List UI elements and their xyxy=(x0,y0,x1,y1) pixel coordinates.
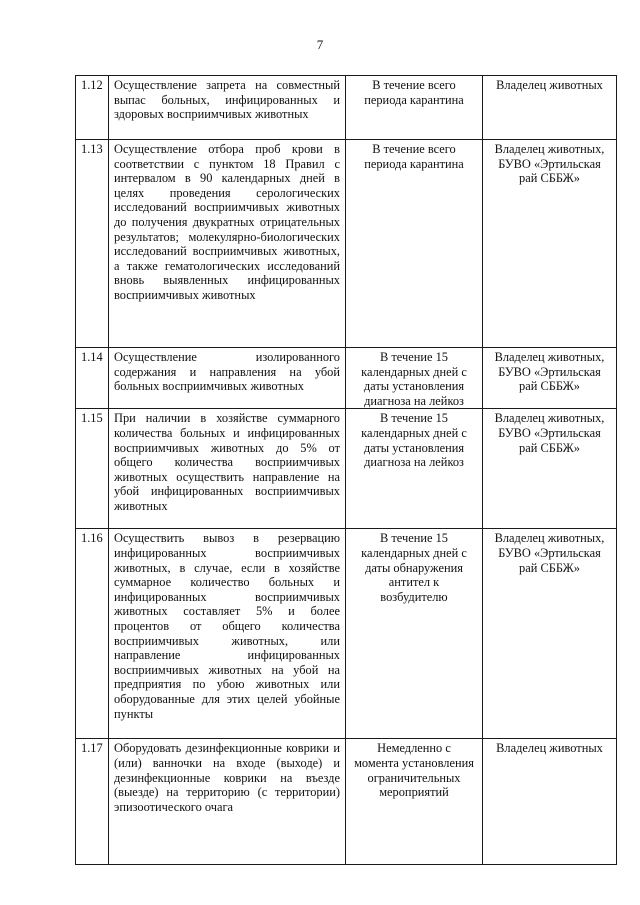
responsible-cell: Владелец животных, БУВО «Эртильская рай СББЖ» xyxy=(483,529,617,739)
term-cell: В течение 15 календарных дней с даты установления диагноза на лейкоз xyxy=(346,348,483,409)
row-number: 1.15 xyxy=(76,409,109,529)
page-number: 7 xyxy=(316,37,324,52)
responsible-cell: Владелец животных, БУВО «Эртильская рай СББЖ» xyxy=(483,348,617,409)
term-cell: В течение всего периода карантина xyxy=(346,140,483,348)
row-number: 1.14 xyxy=(76,348,109,409)
row-number: 1.16 xyxy=(76,529,109,739)
row-number: 1.13 xyxy=(76,140,109,348)
row-number: 1.17 xyxy=(76,739,109,865)
responsible-cell: Владелец животных, БУВО «Эртильская рай СББЖ» xyxy=(483,409,617,529)
action-cell: Осуществление изолированного содержания и направления на убой больных восприимчивых животных xyxy=(109,348,346,409)
term-cell: Немедленно с момента установления ограничительных мероприятий xyxy=(346,739,483,865)
responsible-cell: Владелец животных, БУВО «Эртильская рай СББЖ» xyxy=(483,140,617,348)
action-cell: Осуществление отбора проб крови в соответствии с пунктом 18 Правил с интервалом в 90 календарных дней в целях проведения серологических исследований восприимчивых животных до получения двукратных отрицательных результатов; молекулярно-биологических исследований восприимчивых животных, а также гематологических исследований вновь выявленных инфицированных восприимчивых животных xyxy=(109,140,346,348)
term-cell: В течение 15 календарных дней с даты обнаружения антител к возбудителю xyxy=(346,529,483,739)
responsible-cell: Владелец животных xyxy=(483,739,617,865)
table-row xyxy=(76,140,617,348)
table-row xyxy=(76,739,617,865)
action-cell: Осуществление запрета на совместный выпас больных, инфицированных и здоровых восприимчивых животных xyxy=(109,76,346,140)
action-cell: Оборудовать дезинфекционные коврики и (или) ванночки на входе (выходе) и дезинфекционные коврики на въезде (выезде) на территорию (с территории) эпизоотического очага xyxy=(109,739,346,865)
table-row xyxy=(76,348,617,409)
table-row xyxy=(76,409,617,529)
term-cell: В течение всего периода карантина xyxy=(346,76,483,140)
term-cell: В течение 15 календарных дней с даты установления диагноза на лейкоз xyxy=(346,409,483,529)
action-cell: Осуществить вывоз в резервацию инфицированных восприимчивых животных, в случае, если в хозяйстве суммарное количество больных и инфицированных восприимчивых животных составляет 5% и более процентов от общего количества восприимчивых животных, или направление инфицированных восприимчивых животных на убой на предприятия по убою животных или оборудованные для этих целей убойные пункты xyxy=(109,529,346,739)
measures-table xyxy=(75,75,617,865)
table-row xyxy=(76,76,617,140)
responsible-cell: Владелец животных xyxy=(483,76,617,140)
action-cell: При наличии в хозяйстве суммарного количества больных и инфицированных восприимчивых животных до 5% от общего количества восприимчивых животных осуществить направление на убой инфицированных восприимчивых животных xyxy=(109,409,346,529)
row-number: 1.12 xyxy=(76,76,109,140)
table-row xyxy=(76,529,617,739)
